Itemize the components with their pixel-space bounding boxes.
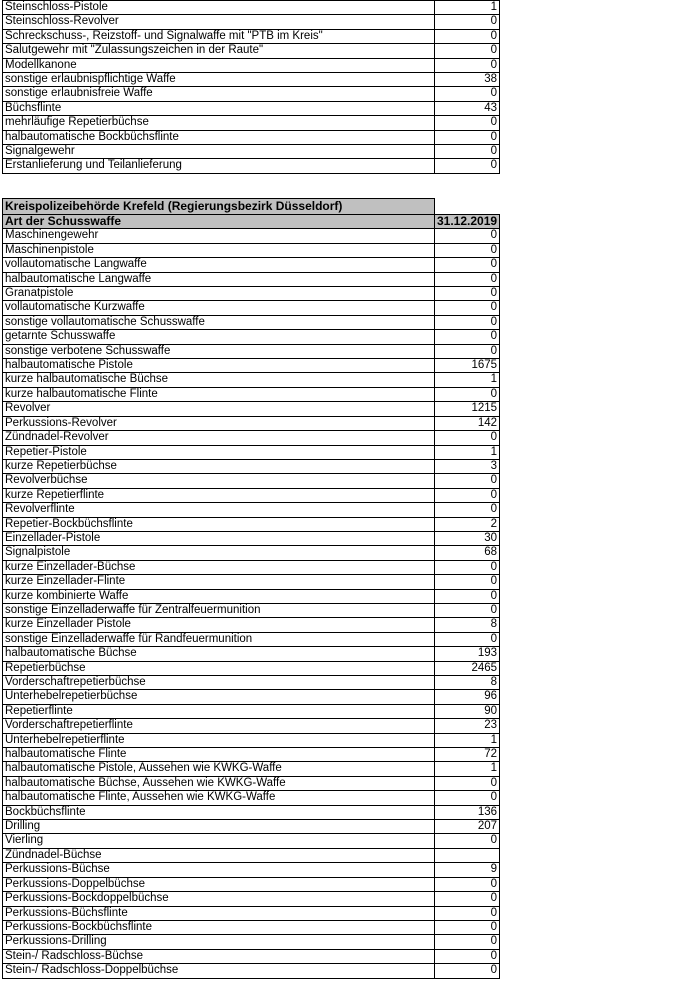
table-row xyxy=(3,474,500,488)
count-cell: 0 xyxy=(435,330,500,344)
top-table-body xyxy=(3,1,500,174)
table-row xyxy=(3,949,500,963)
table-row xyxy=(3,517,500,531)
table-row xyxy=(3,531,500,545)
count-cell: 0 xyxy=(435,287,500,301)
table-row xyxy=(3,618,500,632)
weapon-type-cell: Vorderschaftrepetierbüchse xyxy=(3,676,435,690)
table-row xyxy=(3,733,500,747)
weapon-type-cell: Schreckschuss-, Reizstoff- und Signalwaffe mit "PTB im Kreis" xyxy=(3,29,435,43)
count-cell: 0 xyxy=(435,58,500,72)
count-cell: 0 xyxy=(435,603,500,617)
count-cell: 1 xyxy=(435,373,500,387)
table-row xyxy=(3,1,500,15)
weapon-type-cell: sonstige verbotene Schusswaffe xyxy=(3,344,435,358)
table-row xyxy=(3,416,500,430)
count-cell: 142 xyxy=(435,416,500,430)
weapon-type-cell: Repetierflinte xyxy=(3,704,435,718)
count-cell: 0 xyxy=(435,145,500,159)
count-cell: 0 xyxy=(435,44,500,58)
weapon-type-cell: Repetierbüchse xyxy=(3,661,435,675)
table-row xyxy=(3,964,500,978)
weapon-type-cell: sonstige erlaubnispflichtige Waffe xyxy=(3,73,435,87)
table-row xyxy=(3,431,500,445)
table-row xyxy=(3,73,500,87)
weapon-type-cell: halbautomatische Bockbüchsflinte xyxy=(3,130,435,144)
weapon-type-cell: halbautomatische Büchse xyxy=(3,647,435,661)
count-cell: 0 xyxy=(435,229,500,243)
count-cell: 0 xyxy=(435,431,500,445)
count-cell: 1 xyxy=(435,762,500,776)
count-cell xyxy=(435,848,500,862)
count-cell: 0 xyxy=(435,159,500,173)
table-row xyxy=(3,287,500,301)
table-row xyxy=(3,15,500,29)
weapon-type-cell: Perkussions-Drilling xyxy=(3,935,435,949)
section-title-blank-cell xyxy=(435,199,500,215)
weapon-type-cell: kurze kombinierte Waffe xyxy=(3,589,435,603)
table-row xyxy=(3,130,500,144)
table-row xyxy=(3,762,500,776)
count-cell: 193 xyxy=(435,647,500,661)
count-cell: 1675 xyxy=(435,359,500,373)
weapon-type-cell: getarnte Schusswaffe xyxy=(3,330,435,344)
table-row xyxy=(3,373,500,387)
table-row xyxy=(3,719,500,733)
weapon-type-cell: Granatpistole xyxy=(3,287,435,301)
weapon-type-cell: Signalpistole xyxy=(3,546,435,560)
table-row xyxy=(3,589,500,603)
table-row xyxy=(3,272,500,286)
weapon-type-cell: kurze Repetierbüchse xyxy=(3,459,435,473)
count-cell: 0 xyxy=(435,776,500,790)
table-row xyxy=(3,402,500,416)
table-row xyxy=(3,834,500,848)
weapon-type-cell: Zündnadel-Revolver xyxy=(3,431,435,445)
weapon-type-cell: halbautomatische Pistole xyxy=(3,359,435,373)
count-cell: 0 xyxy=(435,877,500,891)
weapon-type-cell: mehrläufige Repetierbüchse xyxy=(3,116,435,130)
table-row xyxy=(3,344,500,358)
table-row xyxy=(3,661,500,675)
weapon-type-cell: Drilling xyxy=(3,820,435,834)
weapon-type-cell: halbautomatische Büchse, Aussehen wie KWKG-Waffe xyxy=(3,776,435,790)
weapon-type-cell: Zündnadel-Büchse xyxy=(3,848,435,862)
table-row xyxy=(3,359,500,373)
count-cell: 0 xyxy=(435,575,500,589)
count-cell: 0 xyxy=(435,474,500,488)
table-row xyxy=(3,748,500,762)
table-row xyxy=(3,101,500,115)
count-cell: 90 xyxy=(435,704,500,718)
column-header-row xyxy=(3,215,500,229)
count-cell: 38 xyxy=(435,73,500,87)
count-cell: 0 xyxy=(435,15,500,29)
weapon-type-cell: Büchsflinte xyxy=(3,101,435,115)
table-row xyxy=(3,58,500,72)
weapon-type-cell: Vorderschaftrepetierflinte xyxy=(3,719,435,733)
count-cell: 136 xyxy=(435,805,500,819)
count-cell: 0 xyxy=(435,949,500,963)
count-cell: 43 xyxy=(435,101,500,115)
weapon-type-cell: kurze Einzellader-Büchse xyxy=(3,560,435,574)
table-row xyxy=(3,459,500,473)
count-cell: 0 xyxy=(435,791,500,805)
weapon-type-cell: Stein-/ Radschloss-Doppelbüchse xyxy=(3,964,435,978)
weapon-type-cell: Revolverflinte xyxy=(3,503,435,517)
table-row xyxy=(3,145,500,159)
weapon-type-cell: Repetier-Bockbüchsflinte xyxy=(3,517,435,531)
count-cell: 0 xyxy=(435,488,500,502)
table-row xyxy=(3,44,500,58)
table-row xyxy=(3,892,500,906)
count-cell: 0 xyxy=(435,344,500,358)
weapon-type-cell: sonstige erlaubnisfreie Waffe xyxy=(3,87,435,101)
table-row xyxy=(3,704,500,718)
weapon-type-cell: Steinschloss-Revolver xyxy=(3,15,435,29)
weapon-type-cell: Erstanlieferung und Teilanlieferung xyxy=(3,159,435,173)
count-cell: 0 xyxy=(435,258,500,272)
count-cell: 2 xyxy=(435,517,500,531)
table-row xyxy=(3,776,500,790)
weapon-type-cell: halbautomatische Langwaffe xyxy=(3,272,435,286)
weapon-type-cell: Bockbüchsflinte xyxy=(3,805,435,819)
count-cell: 0 xyxy=(435,589,500,603)
count-cell: 0 xyxy=(435,906,500,920)
count-cell: 8 xyxy=(435,618,500,632)
table-row xyxy=(3,863,500,877)
count-cell: 0 xyxy=(435,29,500,43)
count-cell: 0 xyxy=(435,920,500,934)
column-header-weapon-type: Art der Schusswaffe xyxy=(3,215,435,229)
count-cell: 0 xyxy=(435,834,500,848)
weapon-type-cell: vollautomatische Kurzwaffe xyxy=(3,301,435,315)
weapon-type-cell: Steinschloss-Pistole xyxy=(3,1,435,15)
count-cell: 207 xyxy=(435,820,500,834)
count-cell: 0 xyxy=(435,964,500,978)
count-cell: 0 xyxy=(435,301,500,315)
table-row xyxy=(3,116,500,130)
weapon-type-cell: halbautomatische Flinte, Aussehen wie KWKG-Waffe xyxy=(3,791,435,805)
count-cell: 3 xyxy=(435,459,500,473)
table-row xyxy=(3,906,500,920)
weapon-type-cell: Einzellader-Pistole xyxy=(3,531,435,545)
count-cell: 1215 xyxy=(435,402,500,416)
weapon-type-cell: Unterhebelrepetierflinte xyxy=(3,733,435,747)
table-row xyxy=(3,690,500,704)
table-row xyxy=(3,387,500,401)
weapon-type-cell: Stein-/ Radschloss-Büchse xyxy=(3,949,435,963)
weapon-type-cell: kurze Repetierflinte xyxy=(3,488,435,502)
count-cell: 96 xyxy=(435,690,500,704)
table-row xyxy=(3,301,500,315)
top-weapons-table xyxy=(2,0,500,174)
table-row xyxy=(3,258,500,272)
count-cell: 0 xyxy=(435,315,500,329)
table-row xyxy=(3,243,500,257)
table-row xyxy=(3,315,500,329)
count-cell: 0 xyxy=(435,503,500,517)
count-cell: 9 xyxy=(435,863,500,877)
table-row xyxy=(3,503,500,517)
count-cell: 23 xyxy=(435,719,500,733)
count-cell: 2465 xyxy=(435,661,500,675)
table-row xyxy=(3,488,500,502)
weapon-type-cell: Signalgewehr xyxy=(3,145,435,159)
weapon-type-cell: Salutgewehr mit "Zulassungszeichen in der Raute" xyxy=(3,44,435,58)
count-cell: 0 xyxy=(435,272,500,286)
table-row xyxy=(3,791,500,805)
section-title-row xyxy=(3,199,500,215)
table-row xyxy=(3,29,500,43)
count-cell: 0 xyxy=(435,560,500,574)
count-cell: 68 xyxy=(435,546,500,560)
count-cell: 0 xyxy=(435,243,500,257)
weapon-type-cell: halbautomatische Pistole, Aussehen wie KWKG-Waffe xyxy=(3,762,435,776)
count-cell: 0 xyxy=(435,130,500,144)
table-row xyxy=(3,647,500,661)
weapon-type-cell: sonstige Einzelladerwaffe für Randfeuermunition xyxy=(3,632,435,646)
count-cell: 0 xyxy=(435,892,500,906)
count-cell: 0 xyxy=(435,387,500,401)
table-row xyxy=(3,848,500,862)
weapon-type-cell: Perkussions-Büchse xyxy=(3,863,435,877)
weapon-type-cell: kurze Einzellader-Flinte xyxy=(3,575,435,589)
weapon-type-cell: Revolverbüchse xyxy=(3,474,435,488)
weapon-type-cell: Unterhebelrepetierbüchse xyxy=(3,690,435,704)
table-row xyxy=(3,87,500,101)
weapon-type-cell: kurze Einzellader Pistole xyxy=(3,618,435,632)
weapon-type-cell: Perkussions-Bockbüchsflinte xyxy=(3,920,435,934)
weapon-type-cell: Modellkanone xyxy=(3,58,435,72)
table-row xyxy=(3,877,500,891)
table-row xyxy=(3,546,500,560)
weapon-type-cell: Maschinenpistole xyxy=(3,243,435,257)
count-cell: 0 xyxy=(435,632,500,646)
section-title: Kreispolizeibehörde Krefeld (Regierungsbezirk Düsseldorf) xyxy=(3,199,435,215)
count-cell: 1 xyxy=(435,1,500,15)
table-row xyxy=(3,676,500,690)
table-row xyxy=(3,820,500,834)
weapon-type-cell: Perkussions-Revolver xyxy=(3,416,435,430)
krefeld-table-body xyxy=(3,199,500,979)
table-row xyxy=(3,159,500,173)
count-cell: 8 xyxy=(435,676,500,690)
table-row xyxy=(3,603,500,617)
weapon-type-cell: Repetier-Pistole xyxy=(3,445,435,459)
count-cell: 0 xyxy=(435,87,500,101)
table-row xyxy=(3,805,500,819)
table-row xyxy=(3,445,500,459)
table-row xyxy=(3,229,500,243)
count-cell: 30 xyxy=(435,531,500,545)
count-cell: 0 xyxy=(435,116,500,130)
krefeld-weapons-table xyxy=(2,198,500,979)
weapon-type-cell: Maschinengewehr xyxy=(3,229,435,243)
weapon-type-cell: halbautomatische Flinte xyxy=(3,748,435,762)
weapon-type-cell: Revolver xyxy=(3,402,435,416)
table-row xyxy=(3,560,500,574)
weapon-type-cell: kurze halbautomatische Flinte xyxy=(3,387,435,401)
weapon-type-cell: Vierling xyxy=(3,834,435,848)
weapon-type-cell: vollautomatische Langwaffe xyxy=(3,258,435,272)
table-row xyxy=(3,632,500,646)
weapon-type-cell: sonstige Einzelladerwaffe für Zentralfeuermunition xyxy=(3,603,435,617)
column-header-date: 31.12.2019 xyxy=(435,215,500,229)
table-row xyxy=(3,935,500,949)
weapon-type-cell: Perkussions-Büchsflinte xyxy=(3,906,435,920)
weapon-type-cell: Perkussions-Bockdoppelbüchse xyxy=(3,892,435,906)
count-cell: 1 xyxy=(435,445,500,459)
count-cell: 72 xyxy=(435,748,500,762)
count-cell: 0 xyxy=(435,935,500,949)
count-cell: 1 xyxy=(435,733,500,747)
table-row xyxy=(3,920,500,934)
weapon-type-cell: kurze halbautomatische Büchse xyxy=(3,373,435,387)
table-row xyxy=(3,575,500,589)
weapon-type-cell: sonstige vollautomatische Schusswaffe xyxy=(3,315,435,329)
weapon-type-cell: Perkussions-Doppelbüchse xyxy=(3,877,435,891)
table-row xyxy=(3,330,500,344)
